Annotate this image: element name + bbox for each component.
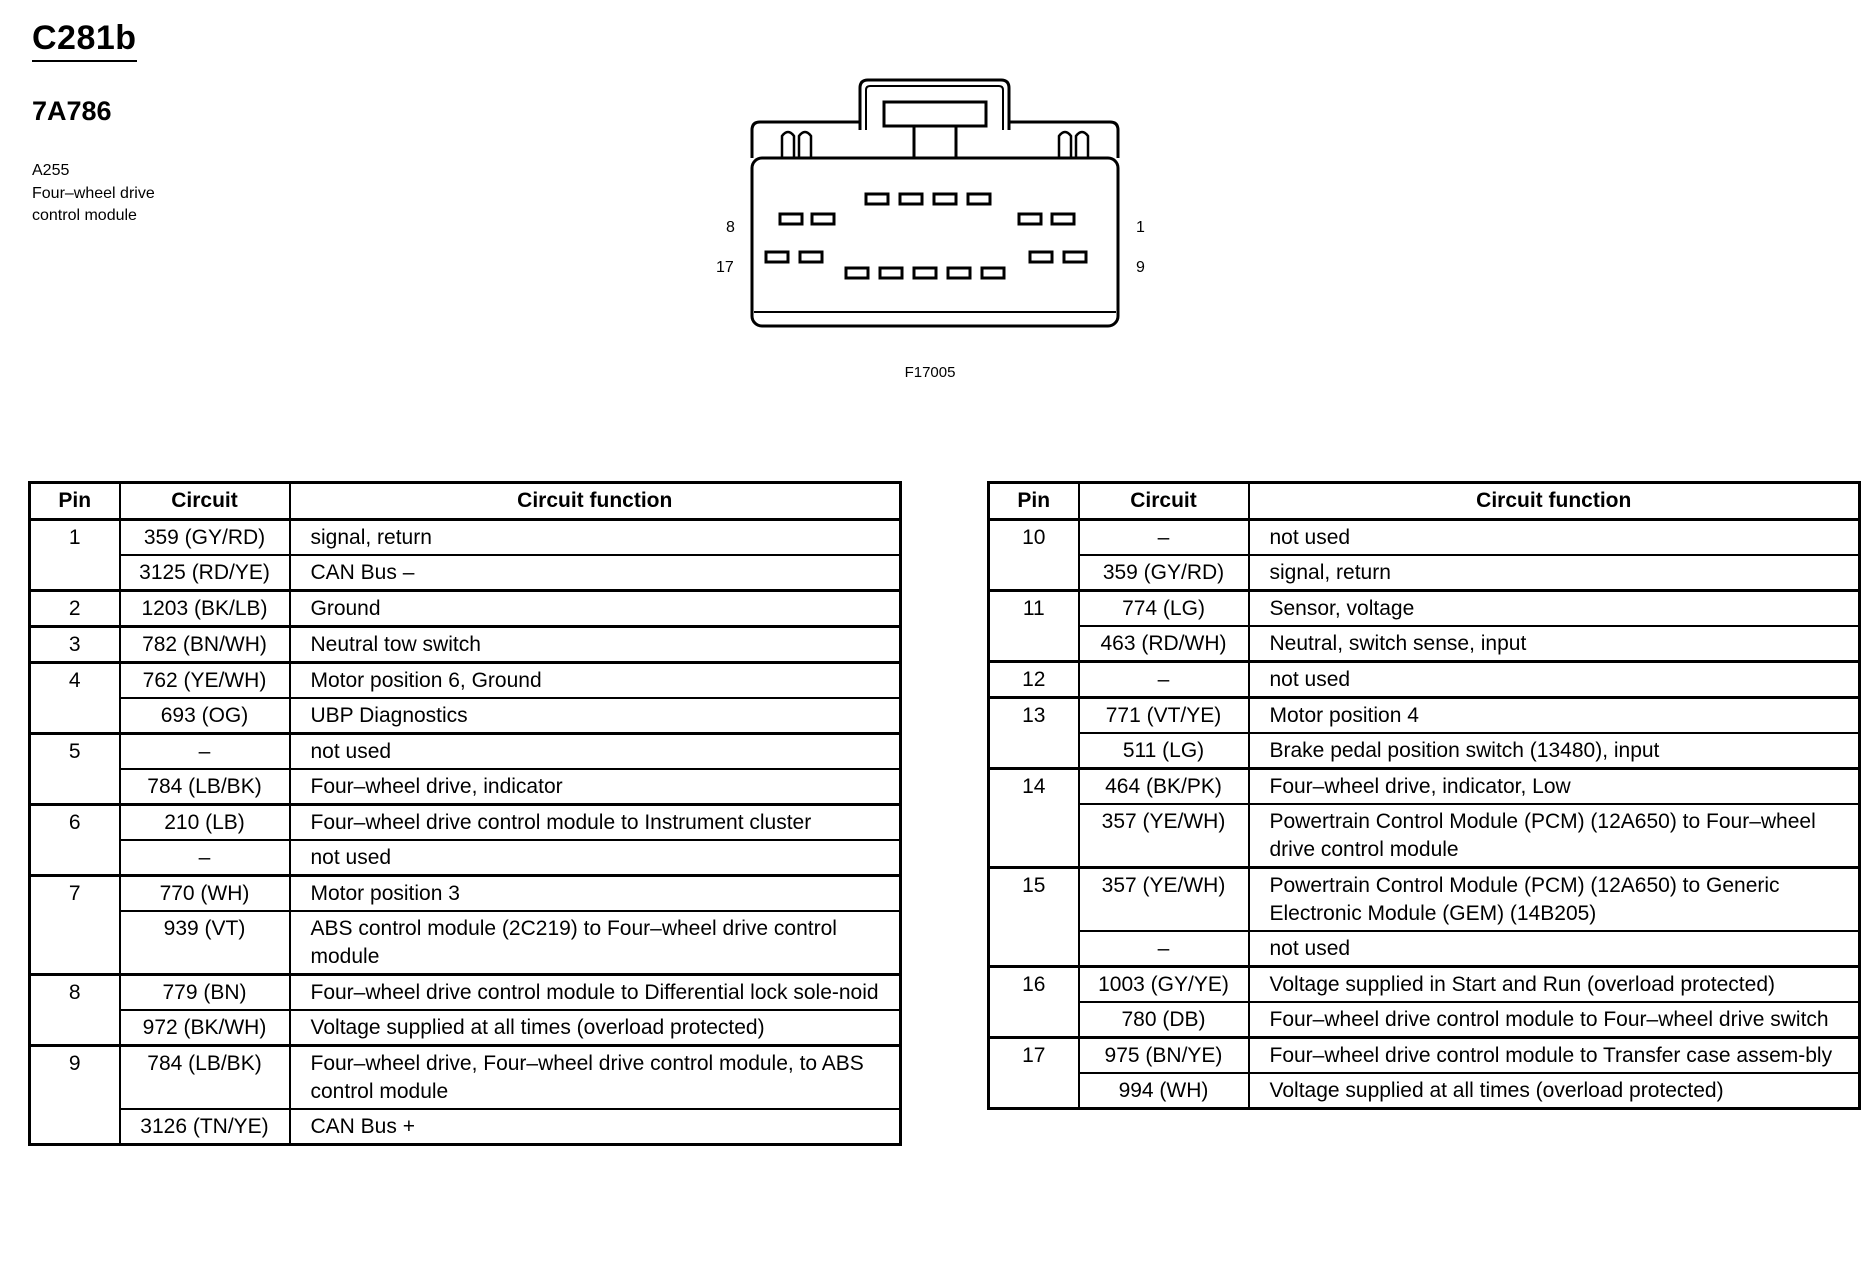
table-row [989, 1073, 1860, 1109]
circuit-cell: 762 (YE/WH) [120, 663, 290, 699]
pin-number: 14 [989, 769, 1079, 868]
circuit-function-cell: signal, return [290, 520, 901, 556]
component-name-line1: Four–wheel drive [32, 184, 155, 202]
circuit-function-cell: UBP Diagnostics [290, 698, 901, 734]
pin-cavity [900, 194, 922, 204]
circuit-function-cell: Voltage supplied at all times (overload protected) [1249, 1073, 1860, 1109]
circuit-cell: 359 (GY/RD) [120, 520, 290, 556]
pin-group [30, 663, 901, 734]
pin-group [30, 627, 901, 663]
pin-cavity [968, 194, 990, 204]
circuit-function-cell: Voltage supplied at all times (overload protected) [290, 1010, 901, 1046]
pin-label-1: 1 [1136, 219, 1145, 236]
pin-cavity [812, 214, 834, 224]
circuit-cell: 3125 (RD/YE) [120, 555, 290, 591]
figure-id: F17005 [904, 364, 956, 381]
latch-window [884, 102, 986, 126]
table-row [30, 1010, 901, 1046]
circuit-cell: 782 (BN/WH) [120, 627, 290, 663]
circuit-function-cell: Motor position 3 [290, 876, 901, 912]
pin-cavity [1064, 252, 1086, 262]
table-row [30, 627, 901, 663]
component-description [32, 160, 272, 228]
circuit-function-cell: not used [290, 734, 901, 770]
table-row [30, 520, 901, 556]
circuit-function-cell: Motor position 6, Ground [290, 663, 901, 699]
pin-label-8: 8 [726, 219, 735, 236]
pin-group [989, 967, 1860, 1038]
pin-number: 11 [989, 591, 1079, 662]
circuit-function-cell: Four–wheel drive, indicator, Low [1249, 769, 1860, 805]
circuit-cell: 3126 (TN/YE) [120, 1109, 290, 1145]
circuit-cell: 357 (YE/WH) [1079, 868, 1249, 932]
pin-cavity [780, 214, 802, 224]
circuit-function-cell: Powertrain Control Module (PCM) (12A650) to Generic Electronic Module (GEM) (14B205) [1249, 868, 1860, 932]
table-row [989, 804, 1860, 868]
pin-cavity [846, 268, 868, 278]
pin-number: 7 [30, 876, 120, 975]
circuit-cell: – [1079, 662, 1249, 698]
circuit-function-cell: not used [1249, 662, 1860, 698]
circuit-header: Circuit [120, 483, 290, 520]
circuit-function-cell: Four–wheel drive control module to Instrument cluster [290, 805, 901, 841]
table-row [30, 663, 901, 699]
pin-cavity [914, 268, 936, 278]
pin-number: 17 [989, 1038, 1079, 1109]
pin-group [30, 805, 901, 876]
pin-number: 6 [30, 805, 120, 876]
pin-group [989, 868, 1860, 967]
pin-group [30, 876, 901, 975]
table-row [989, 698, 1860, 734]
circuit-function-header: Circuit function [1249, 483, 1860, 520]
circuit-cell: – [120, 840, 290, 876]
table-row [989, 591, 1860, 627]
circuit-function-cell: CAN Bus + [290, 1109, 901, 1145]
circuit-header: Circuit [1079, 483, 1249, 520]
circuit-cell: – [1079, 931, 1249, 967]
table-row [989, 931, 1860, 967]
circuit-function-cell: Four–wheel drive control module to Four–wheel drive switch [1249, 1002, 1860, 1038]
circuit-function-cell: Four–wheel drive, indicator [290, 769, 901, 805]
pin-cavity [1030, 252, 1052, 262]
table-row [989, 626, 1860, 662]
table-row [989, 733, 1860, 769]
circuit-cell: 784 (LB/BK) [120, 1046, 290, 1110]
pinout-table-left [28, 481, 902, 1146]
table-row [989, 967, 1860, 1003]
pin-group [30, 520, 901, 591]
circuit-function-cell: Four–wheel drive, Four–wheel drive control module, to ABS control module [290, 1046, 901, 1110]
table-row [30, 1109, 901, 1145]
connector-id: C281b [32, 18, 137, 62]
circuit-function-cell: ABS control module (2C219) to Four–wheel drive control module [290, 911, 901, 975]
circuit-cell: 975 (BN/YE) [1079, 1038, 1249, 1074]
circuit-function-cell: Powertrain Control Module (PCM) (12A650) to Four–wheel drive control module [1249, 804, 1860, 868]
pin-number: 13 [989, 698, 1079, 769]
circuit-cell: 994 (WH) [1079, 1073, 1249, 1109]
circuit-function-cell: CAN Bus – [290, 555, 901, 591]
pin-group [30, 734, 901, 805]
pin-number: 3 [30, 627, 120, 663]
circuit-function-cell: Sensor, voltage [1249, 591, 1860, 627]
pin-number: 4 [30, 663, 120, 734]
pin-number: 2 [30, 591, 120, 627]
circuit-cell: 771 (VT/YE) [1079, 698, 1249, 734]
pin-number: 5 [30, 734, 120, 805]
pin-label-9: 9 [1136, 259, 1145, 276]
pin-cavity [934, 194, 956, 204]
pin-group [989, 1038, 1860, 1109]
pin-number: 10 [989, 520, 1079, 591]
pin-group [30, 1046, 901, 1145]
pin-label-17: 17 [716, 259, 734, 276]
circuit-function-cell: not used [290, 840, 901, 876]
circuit-function-cell: Voltage supplied in Start and Run (overload protected) [1249, 967, 1860, 1003]
component-name-line2: control module [32, 207, 137, 224]
pin-group [30, 591, 901, 627]
circuit-function-cell: not used [1249, 520, 1860, 556]
circuit-cell: – [120, 734, 290, 770]
circuit-function-cell: signal, return [1249, 555, 1860, 591]
table-row [30, 555, 901, 591]
connector-face-diagram [700, 70, 1170, 340]
table-row [989, 868, 1860, 932]
circuit-function-cell: not used [1249, 931, 1860, 967]
circuit-function-cell: Ground [290, 591, 901, 627]
table-row [989, 1038, 1860, 1074]
table-row [30, 769, 901, 805]
pin-cavity [982, 268, 1004, 278]
circuit-function-cell: Neutral tow switch [290, 627, 901, 663]
part-number: 7A786 [32, 96, 112, 126]
table-row [30, 1046, 901, 1110]
table-row [989, 555, 1860, 591]
circuit-cell: 210 (LB) [120, 805, 290, 841]
circuit-function-cell: Four–wheel drive control module to Transfer case assem-bly [1249, 1038, 1860, 1074]
pin-group [989, 520, 1860, 591]
table-row [30, 805, 901, 841]
table-row [30, 975, 901, 1011]
circuit-cell: 1203 (BK/LB) [120, 591, 290, 627]
circuit-cell: 464 (BK/PK) [1079, 769, 1249, 805]
circuit-cell: 359 (GY/RD) [1079, 555, 1249, 591]
pin-group [989, 662, 1860, 698]
pin-cavity [866, 194, 888, 204]
pin-cavity [880, 268, 902, 278]
pin-cavity [1052, 214, 1074, 224]
pin-group [989, 769, 1860, 868]
pin-header: Pin [989, 483, 1079, 520]
pin-number: 8 [30, 975, 120, 1046]
circuit-cell: 1003 (GY/YE) [1079, 967, 1249, 1003]
circuit-cell: 511 (LG) [1079, 733, 1249, 769]
table-row [989, 1002, 1860, 1038]
connector-body [752, 158, 1118, 326]
circuit-function-cell: Motor position 4 [1249, 698, 1860, 734]
pinout-table-right [987, 481, 1861, 1110]
circuit-cell: 774 (LG) [1079, 591, 1249, 627]
pin-cavity [1019, 214, 1041, 224]
circuit-cell: 770 (WH) [120, 876, 290, 912]
table-row [989, 520, 1860, 556]
pin-cavity [800, 252, 822, 262]
pin-cavity [948, 268, 970, 278]
component-code: A255 [32, 162, 70, 179]
table-row [30, 591, 901, 627]
table-row [30, 911, 901, 975]
pin-number: 9 [30, 1046, 120, 1145]
pin-cavity [766, 252, 788, 262]
circuit-cell: 357 (YE/WH) [1079, 804, 1249, 868]
circuit-cell: 939 (VT) [120, 911, 290, 975]
pin-group [989, 698, 1860, 769]
circuit-cell: – [1079, 520, 1249, 556]
table-row [30, 840, 901, 876]
circuit-function-cell: Four–wheel drive control module to Differential lock sole-noid [290, 975, 901, 1011]
table-row [30, 876, 901, 912]
circuit-function-cell: Neutral, switch sense, input [1249, 626, 1860, 662]
circuit-cell: 780 (DB) [1079, 1002, 1249, 1038]
table-row [30, 698, 901, 734]
table-row [30, 734, 901, 770]
table-row [989, 662, 1860, 698]
pin-number: 16 [989, 967, 1079, 1038]
circuit-cell: 784 (LB/BK) [120, 769, 290, 805]
pin-number: 1 [30, 520, 120, 591]
circuit-cell: 693 (OG) [120, 698, 290, 734]
circuit-function-header: Circuit function [290, 483, 901, 520]
pin-number: 15 [989, 868, 1079, 967]
circuit-cell: 463 (RD/WH) [1079, 626, 1249, 662]
pin-group [989, 591, 1860, 662]
table-row [989, 769, 1860, 805]
circuit-cell: 972 (BK/WH) [120, 1010, 290, 1046]
pin-header: Pin [30, 483, 120, 520]
pin-group [30, 975, 901, 1046]
circuit-cell: 779 (BN) [120, 975, 290, 1011]
circuit-function-cell: Brake pedal position switch (13480), input [1249, 733, 1860, 769]
pin-number: 12 [989, 662, 1079, 698]
